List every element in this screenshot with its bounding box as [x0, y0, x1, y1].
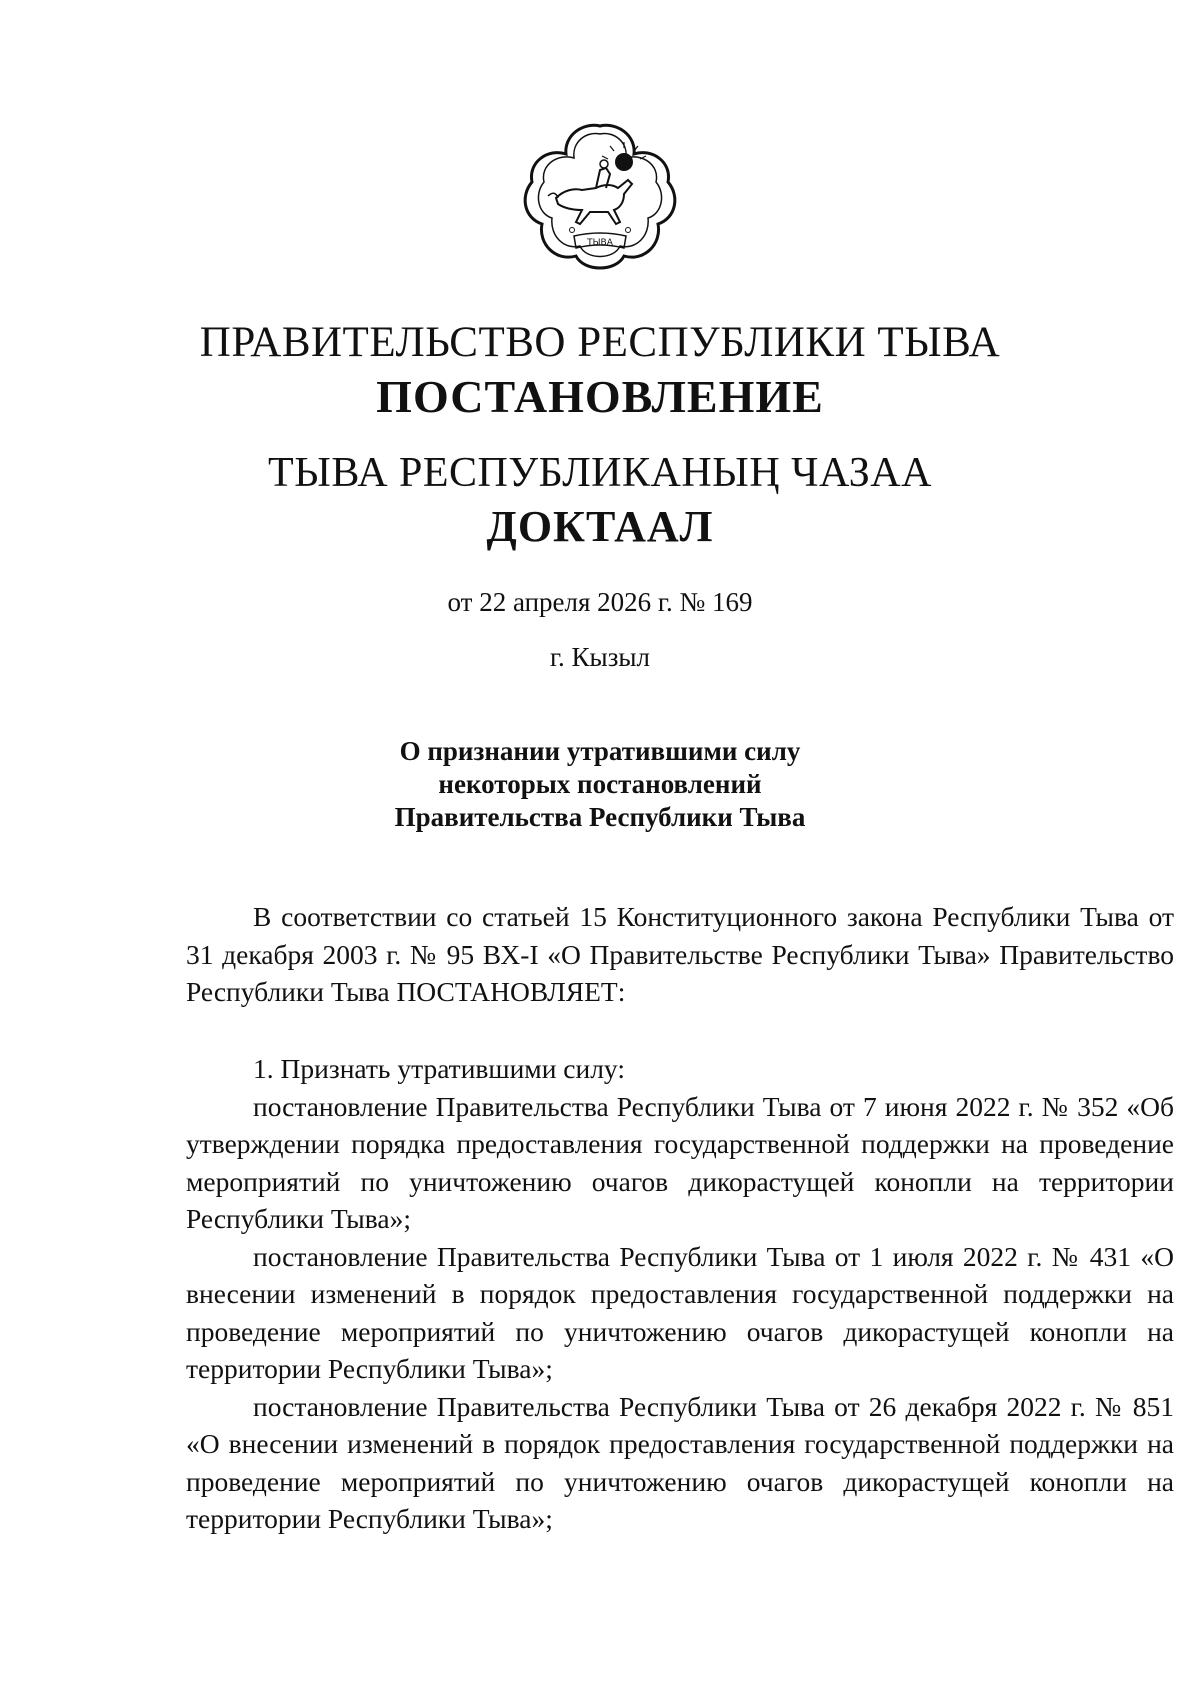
point-heading: 1. Признать утратившими силу:: [253, 1053, 625, 1084]
decree-points: [186, 1050, 1174, 1538]
repealed-item: постановление Правительства Республики Тыва от 7 июня 2022 г. № 352 «Об утверждении порядка предоставления государственной поддержки на проведение мероприятий по уничтожению очагов дикорастущей конопли на территории Республики Тыва»;: [186, 1090, 1174, 1234]
repealed-item: постановление Правительства Республики Тыва от 1 июля 2022 г. № 431 «О внесении изменений в порядок предоставления государственной поддержки на проведение мероприятий по уничтожению очагов дикорастущей конопли на территории Республики Тыва»;: [186, 1240, 1174, 1384]
document-type-ru: ПОСТАНОВЛЕНИЕ: [376, 371, 824, 422]
government-name-tv: ТЫВА РЕСПУБЛИКАНЫҢ ЧАЗАА: [268, 450, 932, 496]
document-city: г. Кызыл: [550, 642, 650, 672]
tuva-coat-of-arms-icon: [520, 118, 680, 276]
document-title: [0, 735, 1200, 834]
emblem-inscription: ТЫВА: [587, 238, 613, 248]
document-date-number: от 22 апреля 2026 г. № 169: [447, 587, 753, 617]
preamble: [186, 898, 1174, 1011]
title-line: Правительства Республики Тыва: [394, 802, 806, 832]
repealed-item: постановление Правительства Республики Тыва от 26 декабря 2022 г. № 851 «О внесении изменений в порядок предоставления государственной поддержки на проведение мероприятий по уничтожению очагов дикорастущей конопли на территории Республики Тыва»;: [186, 1390, 1174, 1534]
preamble-paragraph: В соответствии со статьей 15 Конституционного закона Республики Тыва от 31 декабря 2003 г. № 95 ВХ-I «О Правительстве Республики Тыва» Правительство Республики Тыва ПОСТАНОВЛЯЕТ:: [186, 901, 1174, 1007]
government-name-ru: ПРАВИТЕЛЬСТВО РЕСПУБЛИКИ ТЫВА: [199, 319, 1001, 366]
title-line: О признании утратившими силу: [399, 736, 801, 766]
document-type-tv: ДОКТААЛ: [486, 502, 714, 551]
title-line: некоторых постановлений: [438, 769, 762, 799]
